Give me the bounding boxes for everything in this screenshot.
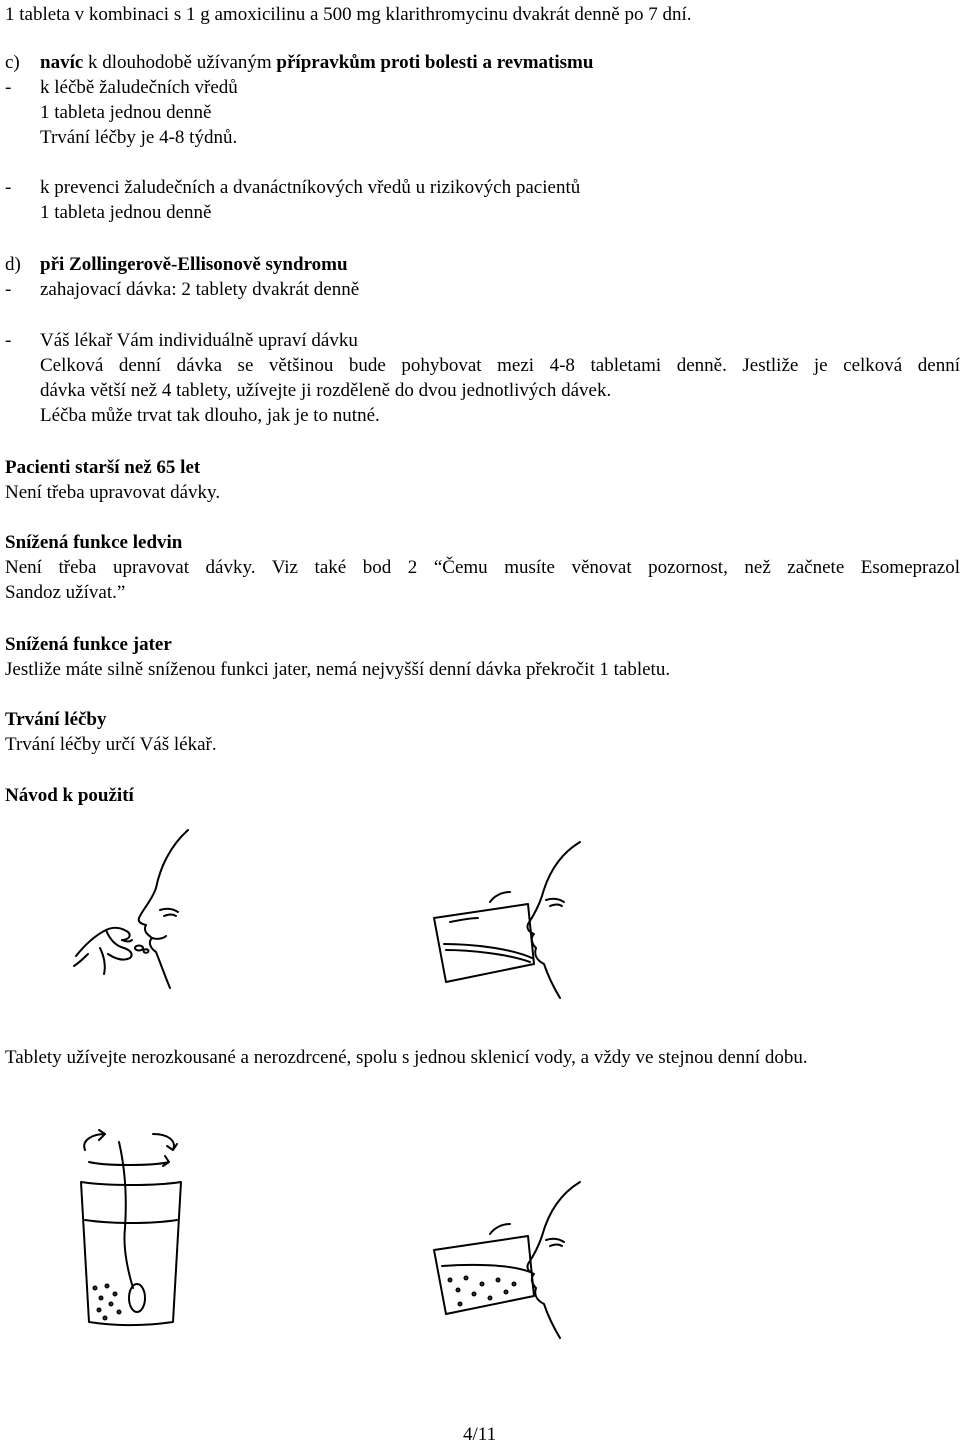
section-d-text-1: Celková denní dávka se většinou bude pohybovat mezi 4-8 tabletami denně. Jestliže je celková denní [40, 355, 960, 376]
section-d-item-2 [5, 328, 358, 353]
section-c-bold: přípravkům proti bolesti a revmatismu [276, 52, 594, 73]
section-c-item-2-text: k prevenci žaludečních a dvanáctníkových vředů u rizikových pacientů [40, 177, 581, 198]
section-c-dose-1: 1 tableta jednou denně [40, 102, 212, 123]
section-c-mid: k dlouhodobě užívaným [83, 52, 277, 73]
kidney-text-2: Sandoz užívat.” [5, 582, 126, 603]
section-d-text-2: dávka větší než 4 tablety, užívejte ji rozděleně do dvou jednotlivých dávek. [40, 380, 612, 401]
kidney-text-1: Není třeba upravovat dávky. Viz také bod 2 “Čemu musíte věnovat pozornost, než začnete Esomeprazol [5, 557, 960, 578]
section-d-label: d) [5, 254, 21, 275]
liver-title: Snížená funkce jater [5, 634, 172, 655]
dash: - [5, 77, 12, 98]
dash: - [5, 330, 12, 351]
section-c-item-2 [5, 175, 580, 200]
section-d-item-2-text: Váš lékař Vám individuálně upraví dávku [40, 330, 358, 351]
dash: - [5, 177, 12, 198]
usage-text: Tablety užívejte nerozkousané a nerozdrcené, spolu s jednou sklenicí vody, a vždy ve stejnou denní dobu. [5, 1047, 808, 1068]
usage-title: Návod k použití [5, 785, 134, 806]
section-d-title: při Zollingerově-Ellisonově syndromu [40, 254, 348, 275]
section-c-duration: Trvání léčby je 4-8 týdnů. [40, 127, 238, 148]
taking-tablet-illustration [70, 828, 220, 993]
dash: - [5, 279, 12, 300]
section-c-item-1 [5, 75, 238, 100]
section-d-heading [5, 252, 348, 277]
section-c-dose-2: 1 tableta jednou denně [40, 202, 212, 223]
section-c-item-1-text: k léčbě žaludečních vředů [40, 77, 238, 98]
page-number: 4/11 [463, 1424, 497, 1445]
section-c-heading [5, 50, 593, 75]
duration-title: Trvání léčby [5, 709, 107, 730]
dosage-line-amoxicilin: 1 tableta v kombinaci s 1 g amoxicilinu a 500 mg klarithromycinu dvakrát denně po 7 dní. [5, 4, 692, 25]
section-d-text-3: Léčba může trvat tak dlouho, jak je to nutné. [40, 405, 380, 426]
section-d-item-1-text: zahajovací dávka: 2 tablety dvakrát denně [40, 279, 360, 300]
section-c-bold-pre: navíc [40, 52, 84, 73]
drinking-suspension-illustration [430, 1180, 610, 1340]
duration-text: Trvání léčby určí Váš lékař. [5, 734, 217, 755]
elderly-title: Pacienti starší než 65 let [5, 457, 201, 478]
drinking-water-illustration [430, 840, 610, 1000]
liver-text: Jestliže máte silně sníženou funkci jater, nemá nejvyšší denní dávka překročit 1 tabletu. [5, 659, 671, 680]
section-d-item-1 [5, 277, 359, 302]
elderly-text: Není třeba upravovat dávky. [5, 482, 221, 503]
stirring-glass-illustration [75, 1128, 185, 1328]
section-c-label: c) [5, 52, 20, 73]
kidney-title: Snížená funkce ledvin [5, 532, 183, 553]
